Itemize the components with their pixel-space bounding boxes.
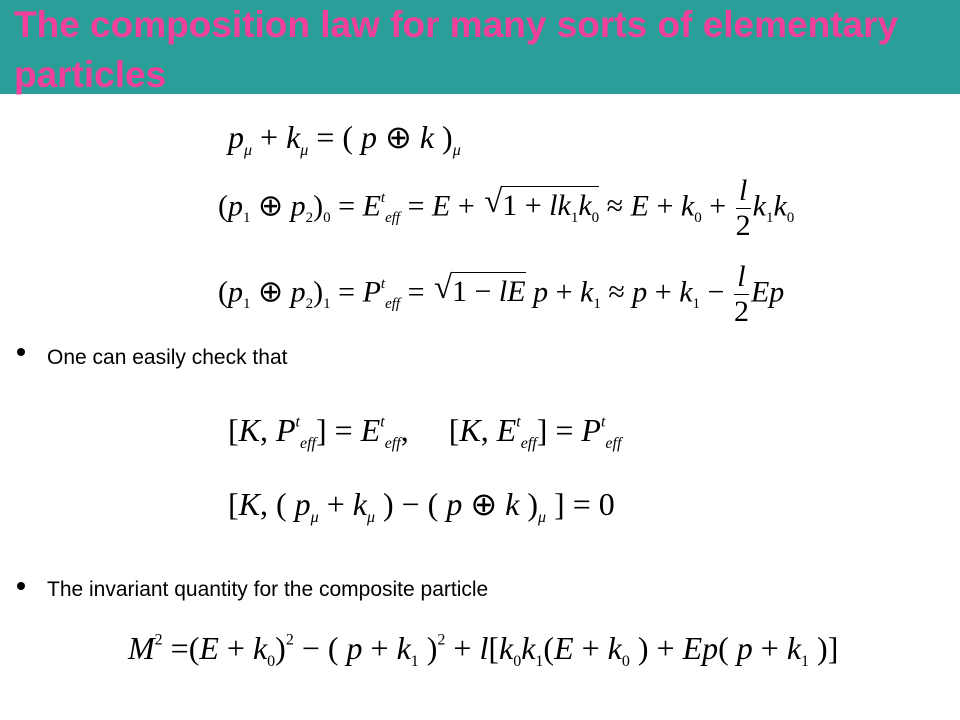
equation-momentum-composition: ($p_1$ ⊕ $p_2)_1 = P^t_{eff}$ = √ 1 − lE $p + k_1 \approx p + k_1$ − $\frac{l}{2}$ Ep bbox=[218, 262, 784, 327]
slide-title: The composition law for many sorts of elementary particles bbox=[14, 4, 899, 95]
equation-energy-composition: ($p_1$ ⊕ $p_2)_0 = E^t_{eff} = E$ + √ $1 + lk_1k_0 \approx E + k_0$ + $\frac{l}{2}$ $k_1k_0$ bbox=[218, 176, 794, 241]
equation-composition-law: $p_\mu + k_\mu$ = ( p ⊕ k )$_\mu$ bbox=[228, 119, 461, 160]
equation-invariant-mass: $M^2 =(E + k_0)^2$ − ( $p + k_1$ )$^2 + l[k_0k_1(E + k_0$ ) + Ep( $p + k_1$ )] bbox=[128, 630, 839, 671]
equation-commutator-zero: [K, ( $p_\mu + k_\mu$ ) − ( p ⊕ k )$_\mu$ ] = 0 bbox=[228, 486, 615, 527]
equation-commutators: [K, $P^t_{eff}] = E^t_{eff}$, [K, $E^t_{eff}] = P^t_{eff}$ bbox=[228, 412, 622, 453]
bullet-text: The invariant quantity for the composite particle bbox=[47, 578, 489, 601]
bullet-dot bbox=[17, 348, 25, 356]
bullet-dot bbox=[17, 582, 25, 590]
bullet-text: One can easily check that bbox=[47, 346, 288, 369]
